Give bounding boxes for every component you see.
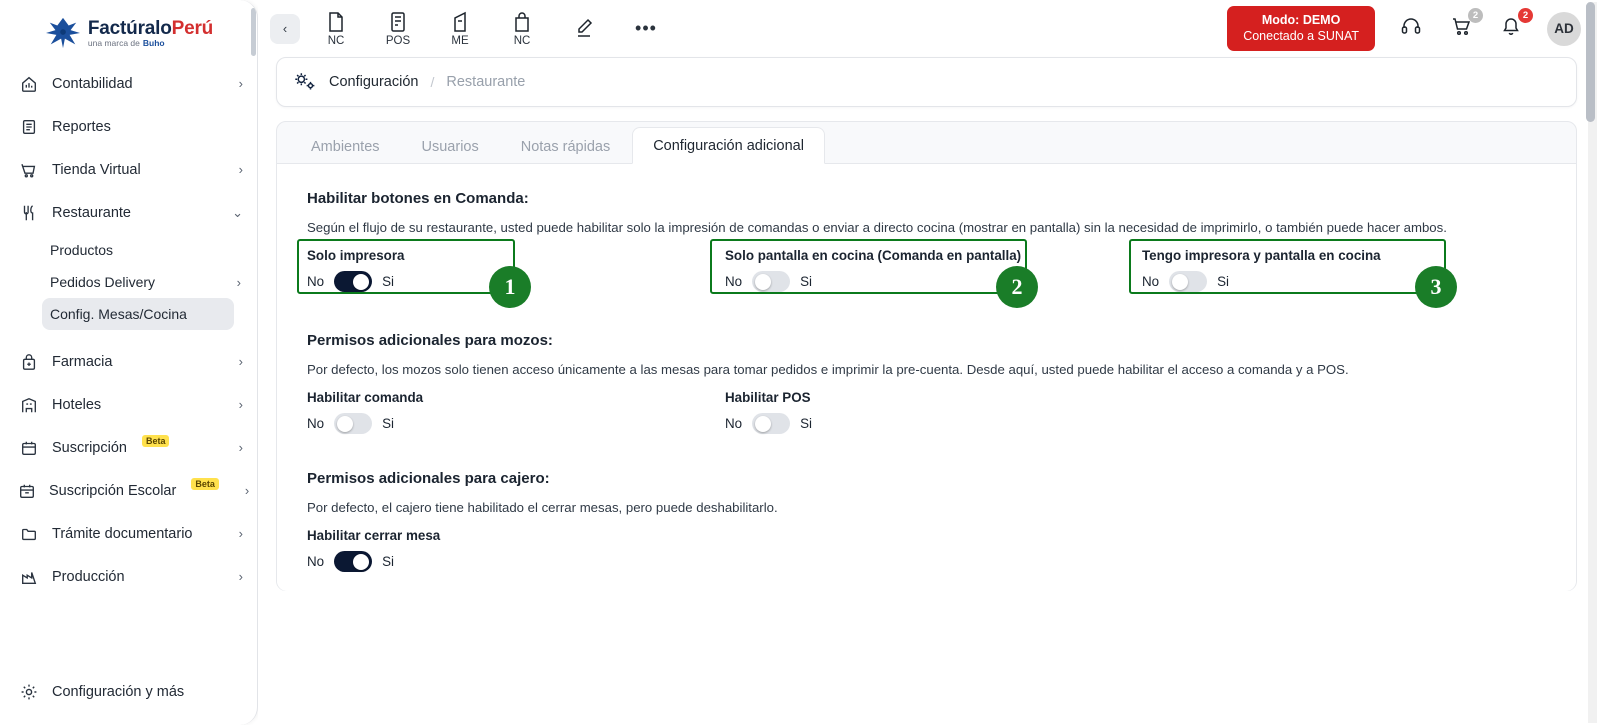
sidebar-footer (0, 670, 257, 713)
sidebar-item-produccion[interactable] (0, 555, 257, 598)
mozos-toggle-row (307, 390, 1546, 448)
section-title-cajero: Permisos adicionales para cajero: (307, 470, 550, 487)
notifications-count-badge: 2 (1518, 8, 1533, 23)
headset-icon (1400, 15, 1422, 42)
gear-icon (18, 681, 39, 702)
toggle-habilitar-cerrar-mesa[interactable] (334, 551, 372, 572)
chevron-down-icon: ⌄ (232, 204, 243, 220)
beta-badge: Beta (142, 435, 170, 447)
section-desc-cajero: Por defecto, el cajero tiene habilitado el cerrar mesas, pero puede deshabilitarlo. (307, 500, 778, 515)
calendar-icon (18, 437, 39, 458)
chart-icon (18, 73, 39, 94)
step-marker-2: 2 (996, 266, 1038, 308)
quick-action-pos[interactable] (376, 11, 420, 47)
toggle-off-label: No (1142, 274, 1160, 289)
brand-title-a: Factúralo (87, 17, 172, 39)
brand-logo[interactable] (0, 0, 257, 60)
store-icon (18, 159, 39, 180)
chevron-right-icon: › (244, 483, 250, 498)
toggle-off-label: No (725, 416, 743, 431)
sidebar-item-suscripcion[interactable] (0, 426, 257, 469)
quick-action-label: POS (385, 34, 411, 47)
toggle-label: Habilitar POS (725, 390, 811, 405)
notifications-button[interactable] (1497, 9, 1529, 43)
breadcrumb-root[interactable]: Configuración (329, 74, 419, 90)
quick-actions (314, 11, 668, 47)
tab-usuarios[interactable]: Usuarios (421, 139, 479, 155)
chevron-right-icon: › (238, 162, 243, 177)
sidebar-item-label: Contabilidad (52, 75, 133, 92)
toggle-block-habilitar-comanda (307, 390, 607, 434)
section-title-comanda: Habilitar botones en Comanda: (307, 190, 529, 207)
support-headset-button[interactable] (1397, 15, 1425, 43)
bird-logo-icon (44, 16, 82, 50)
cart-button[interactable] (1447, 9, 1479, 43)
toggle-off-label: No (307, 416, 325, 431)
chevron-right-icon: › (238, 76, 243, 91)
cajero-toggle-row (307, 528, 1546, 586)
sidebar-subitem-label: Config. Mesas/Cocina (50, 306, 187, 322)
toggle-label: Solo impresora (307, 248, 405, 263)
toggle-block-impresora-y-pantalla (1142, 248, 1462, 292)
pharmacy-icon (18, 351, 39, 372)
chevron-right-icon: › (238, 526, 243, 541)
edit-icon (574, 17, 594, 39)
sidebar-item-label: Suscripción Escolar (49, 482, 177, 499)
step-marker-1: 1 (489, 266, 531, 308)
sidebar-item-config-mesas-cocina[interactable] (42, 298, 234, 330)
hotel-icon (18, 394, 39, 415)
bag-nc-icon (512, 11, 532, 33)
chevron-right-icon: › (238, 569, 243, 584)
toggle-on-label: Si (382, 416, 395, 431)
settings-gears-icon (293, 71, 317, 93)
main-area (258, 0, 1599, 725)
chevron-right-icon: › (238, 354, 243, 369)
tab-bar (277, 122, 1576, 164)
quick-action-nc-bag[interactable] (500, 11, 544, 47)
topbar-right (1227, 6, 1581, 51)
document-nc-icon (326, 11, 346, 33)
sidebar-item-hoteles[interactable] (0, 383, 257, 426)
brand-sub-pre: una marca de (87, 37, 140, 48)
settings-panel (276, 121, 1577, 591)
more-dots-icon: ••• (635, 18, 657, 38)
page-scrollbar-track[interactable] (1588, 2, 1597, 723)
sidebar-item-farmacia[interactable] (0, 340, 257, 383)
beta-badge: Beta (191, 478, 219, 490)
report-icon (18, 116, 39, 137)
toggle-block-solo-pantalla (725, 248, 1035, 292)
topbar (258, 0, 1599, 57)
tab-notas-rapidas[interactable]: Notas rápidas (520, 139, 611, 155)
toggle-on-label: Si (800, 274, 813, 289)
brand-sub-buho: Buho (142, 37, 165, 48)
sidebar-item-restaurante[interactable] (0, 191, 257, 234)
toggle-off-label: No (307, 554, 325, 569)
sidebar-item-suscripcion-escolar[interactable] (0, 469, 257, 512)
toggle-block-habilitar-cerrar-mesa (307, 528, 607, 572)
breadcrumb (276, 57, 1577, 107)
toggle-block-solo-impresora (307, 248, 512, 292)
sidebar-item-contabilidad[interactable] (0, 62, 257, 105)
sidebar-item-label: Trámite documentario (52, 525, 193, 542)
me-icon (450, 11, 470, 33)
quick-action-nc-doc[interactable] (314, 11, 358, 47)
sidebar-item-tienda-virtual[interactable] (0, 148, 257, 191)
chevron-right-icon: › (238, 440, 243, 455)
breadcrumb-separator: / (430, 74, 435, 90)
sidebar-item-productos[interactable] (0, 234, 257, 266)
section-desc-comanda: Según el flujo de su restaurante, usted puede habilitar solo la impresión de comandas o enviar a directo cocina (mostrar en pantalla) sin la necesidad de imprimirlo, o también puede hacer ambos. (307, 220, 1447, 235)
toggle-solo-pantalla-cocina[interactable] (752, 271, 790, 292)
section-title-mozos: Permisos adicionales para mozos: (307, 332, 553, 349)
sidebar-item-label: Producción (52, 568, 125, 585)
sidebar-item-label: Restaurante (52, 204, 131, 221)
sidebar-subitem-label: Productos (50, 242, 114, 258)
sidebar-nav (0, 60, 257, 598)
toggle-on-label: Si (382, 554, 395, 569)
quick-action-label: ME (451, 34, 469, 47)
chevron-right-icon: › (236, 274, 241, 290)
quick-action-edit[interactable] (562, 17, 606, 41)
toggle-impresora-y-pantalla[interactable] (1169, 271, 1207, 292)
page-scrollbar-thumb[interactable] (1586, 2, 1595, 122)
pos-icon (388, 11, 408, 33)
quick-action-me[interactable] (438, 11, 482, 47)
comanda-toggle-row (307, 248, 1546, 310)
toggle-block-habilitar-pos (725, 390, 1025, 434)
sidebar-footer-label: Configuración y más (52, 683, 185, 700)
sidebar-item-label: Tienda Virtual (52, 161, 141, 178)
toggle-habilitar-pos[interactable] (752, 413, 790, 434)
avatar[interactable]: AD (1547, 12, 1581, 46)
sidebar-item-reportes[interactable] (0, 105, 257, 148)
sidebar-item-label: Hoteles (52, 396, 102, 413)
step-marker-3: 3 (1415, 266, 1457, 308)
demo-mode-badge[interactable] (1227, 6, 1375, 51)
sidebar-item-configuracion-y-mas[interactable] (0, 670, 257, 713)
calendar-school-icon (18, 480, 36, 501)
demo-mode-line2: Conectado a SUNAT (1243, 28, 1359, 43)
toggle-on-label: Si (800, 416, 813, 431)
quick-action-more[interactable] (624, 18, 668, 40)
toggle-label: Habilitar comanda (307, 390, 424, 405)
sidebar-subitem-label: Pedidos Delivery (50, 274, 156, 290)
folder-icon (18, 523, 39, 544)
sidebar (0, 0, 258, 725)
toggle-label: Habilitar cerrar mesa (307, 528, 441, 543)
toggle-on-label: Si (1217, 274, 1230, 289)
cart-count-badge: 2 (1468, 8, 1483, 23)
sidebar-item-tramite-documentario[interactable] (0, 512, 257, 555)
chevron-right-icon: › (238, 397, 243, 412)
demo-mode-line1: Modo: DEMO (1261, 12, 1341, 27)
sidebar-scrollbar[interactable] (251, 8, 256, 56)
tab-ambientes[interactable]: Ambientes (311, 139, 380, 155)
toggle-label: Solo pantalla en cocina (Comanda en pantalla) (725, 248, 1022, 263)
restaurant-icon (18, 202, 39, 223)
section-desc-mozos: Por defecto, los mozos solo tienen acceso únicamente a las mesas para tomar pedidos e imprimir la pre-cuenta. Desde aquí, usted puede habilitar el acceso a comanda y a POS. (307, 362, 1349, 377)
production-icon (18, 566, 39, 587)
toggle-off-label: No (725, 274, 743, 289)
quick-action-label: NC (327, 34, 345, 47)
breadcrumb-current: Restaurante (446, 74, 526, 90)
brand-title-b: Perú (171, 17, 214, 39)
sidebar-item-label: Reportes (52, 118, 111, 135)
back-button[interactable]: ‹ (270, 14, 300, 44)
sidebar-item-label: Farmacia (52, 353, 113, 370)
tab-configuracion-adicional[interactable]: Configuración adicional (632, 127, 825, 164)
quick-action-label: NC (513, 34, 531, 47)
toggle-off-label: No (307, 274, 325, 289)
toggle-habilitar-comanda[interactable] (334, 413, 372, 434)
toggle-label: Tengo impresora y pantalla en cocina (1142, 248, 1381, 263)
sidebar-item-pedidos-delivery[interactable] (0, 266, 257, 298)
toggle-on-label: Si (382, 274, 395, 289)
panel-body (277, 164, 1576, 591)
toggle-solo-impresora[interactable] (334, 271, 372, 292)
sidebar-item-label: Suscripción (52, 439, 127, 456)
